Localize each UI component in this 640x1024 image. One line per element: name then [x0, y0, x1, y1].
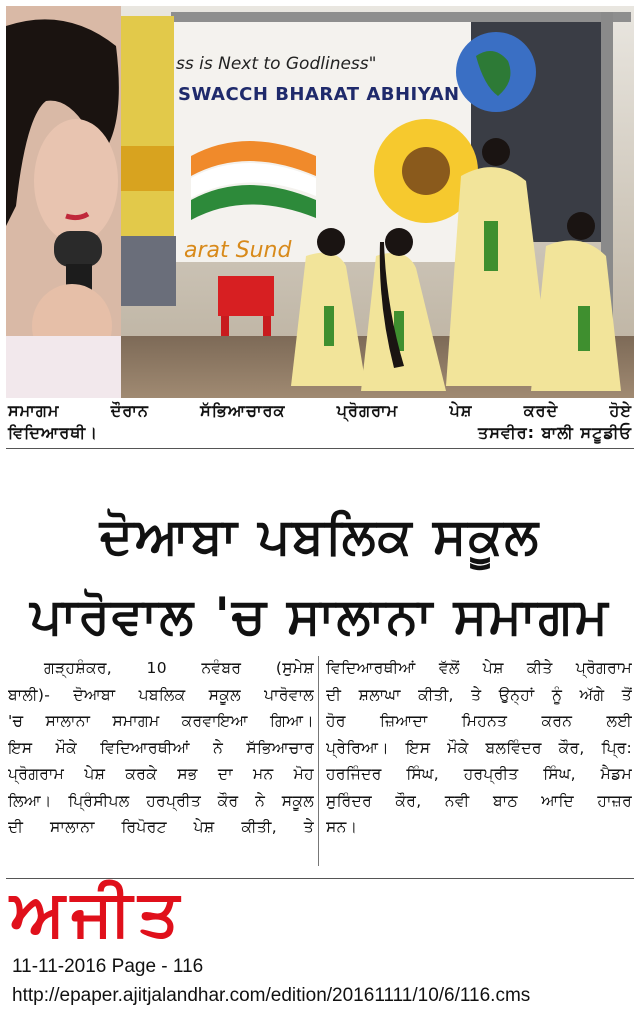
banner-title: SWACCH BHARAT ABHIYAN	[178, 84, 460, 105]
article-line: ਹਰਜਿੰਦਰ ਸਿੰਘ, ਹਰਪ੍ਰੀਤ ਸਿੰਘ, ਮੈਡਮ	[326, 765, 632, 783]
article-line: ਵਿਦਿਆਰਥੀਆਂ ਵੱਲੋਂ ਪੇਸ਼ ਕੀਤੇ ਪ੍ਰੋਗਰਾਮ	[326, 659, 632, 677]
logo-text: ਅਜੀਤ	[10, 877, 186, 951]
article-line: ਇਸ ਮੌਕੇ ਵਿਦਿਆਰਥੀਆਂ ਨੇ ਸੱਭਿਆਚਾਰ	[8, 738, 314, 757]
newspaper-logo	[10, 878, 330, 950]
article-line: ਪ੍ਰੇਰਿਆ। ਇਸ ਮੌਕੇ ਬਲਵਿੰਦਰ ਕੌਰ, ਪ੍ਰਿ:	[326, 738, 632, 757]
article-line: ਦੀ ਸਾਲਾਨਾ ਰਿਪੋਰਟ ਪੇਸ਼ ਕੀਤੀ, ਤੇ	[8, 818, 314, 836]
article-line: ਪ੍ਰੋਗਰਾਮ ਪੇਸ਼ ਕਰਕੇ ਸਭ ਦਾ ਮਨ ਮੋਹ	[8, 765, 314, 783]
column-divider	[318, 656, 319, 866]
article-line: ਲਿਆ। ਪ੍ਰਿੰਸੀਪਲ ਹਰਪ੍ਰੀਤ ਕੌਰ ਨੇ ਸਕੂਲ	[8, 791, 314, 810]
caption-line-2	[8, 422, 632, 444]
article-line: ਬਾਲੀ)- ਦੋਆਬਾ ਪਬਲਿਕ ਸਕੂਲ ਪਾਰੋਵਾਲ	[8, 685, 314, 704]
article-line: ਦੀ ਸ਼ਲਾਘਾ ਕੀਤੀ, ਤੇ ਉਨ੍ਹਾਂ ਨੂੰ ਅੱਗੇ ਤੋਂ	[326, 685, 632, 704]
photo-caption	[8, 400, 632, 444]
news-photo	[6, 6, 634, 398]
article-line: ਸਨ।	[326, 818, 358, 836]
article-line: 'ਚ ਸਾਲਾਨਾ ਸਮਾਗਮ ਕਰਵਾਇਆ ਗਿਆ।	[8, 712, 314, 730]
edition-date-page: 11-11-2016 Page - 116	[12, 956, 204, 977]
caption-subject: ਵਿਦਿਆਰਥੀ।	[8, 423, 98, 442]
banner-slogan: ss is Next to Godliness"	[176, 54, 377, 74]
caption-divider	[6, 448, 634, 449]
headline-line-1: ਦੋਆਬਾ ਪਬਲਿਕ ਸਕੂਲ	[99, 507, 541, 565]
article-line: ਸੁਰਿੰਦਰ ਕੌਰ, ਨਵੀ ਬਾਠ ਆਦਿ ਹਾਜ਼ਰ	[326, 791, 632, 810]
edition-url[interactable]: http://epaper.ajitjalandhar.com/edition/20161111/10/6/116.cms	[12, 985, 531, 1006]
article-column-left	[8, 655, 314, 841]
article-column-right	[326, 655, 632, 841]
caption-line-1: ਸਮਾਗਮ ਦੌਰਾਨ ਸੱਭਿਆਚਾਰਕ ਪ੍ਰੋਗਰਾਮ ਪੇਸ਼ ਕਰਦੇ ਹੋਏ	[8, 401, 632, 420]
banner-subtitle: arat Sund	[184, 238, 292, 263]
article-line: ਹੋਰ ਜ਼ਿਆਦਾ ਮਿਹਨਤ ਕਰਨ ਲਈ	[326, 712, 632, 730]
headline-line-2: ਪਾਰੋਵਾਲ 'ਚ ਸਾਲਾਨਾ ਸਮਾਗਮ	[30, 587, 610, 645]
photo-credit: ਤਸਵੀਰ: ਬਾਲੀ ਸਟੂਡੀਓ	[478, 423, 632, 442]
article-line: ਗੜ੍ਹਸ਼ੰਕਰ, 10 ਨਵੰਬਰ (ਸੁਮੇਸ਼	[44, 659, 314, 677]
article-headline	[6, 496, 634, 656]
